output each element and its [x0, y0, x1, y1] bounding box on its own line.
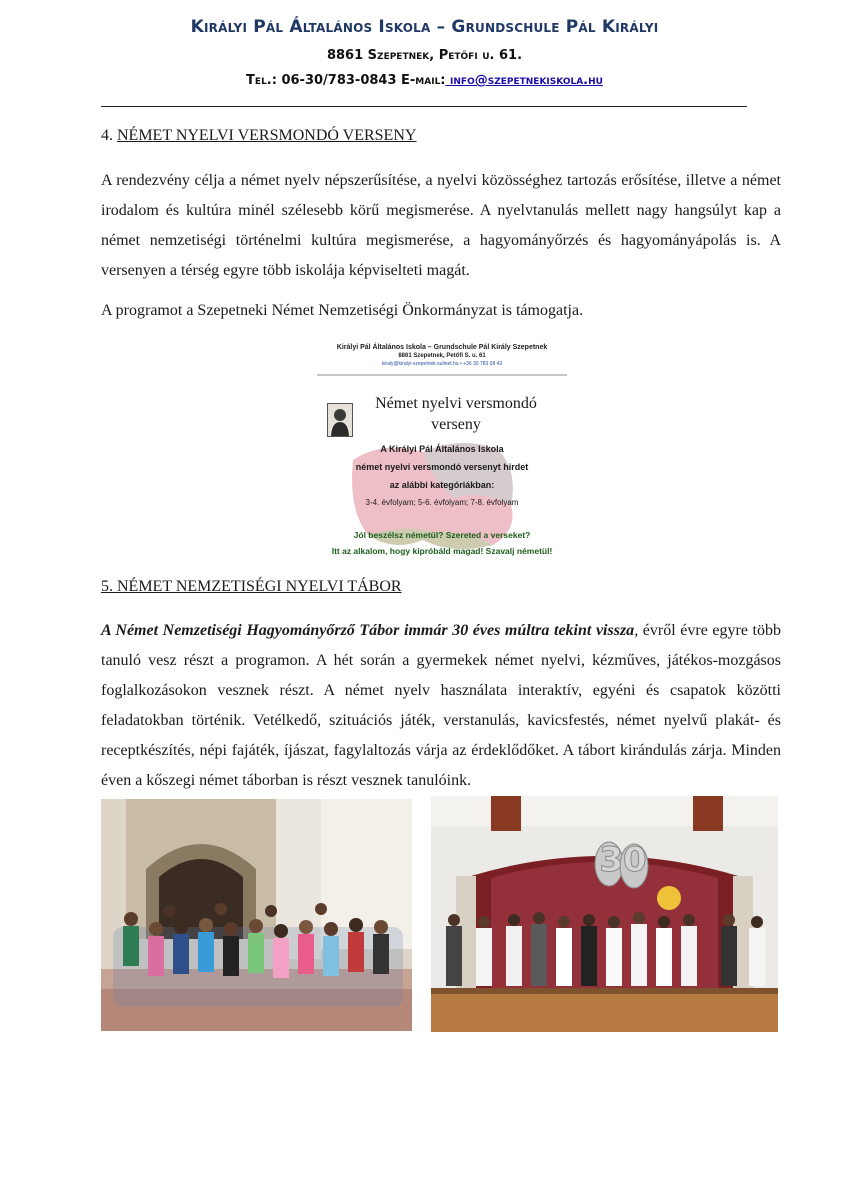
section5-paragraph: [101, 616, 781, 796]
section4-paragraph2: A programot a Szepetneki Német Nemzetiségi Önkormányzat is támogatja.: [101, 302, 584, 319]
competition-flyer: [313, 340, 571, 562]
flyer-header-address: 8861 Szepetnek, Petőfi S. u. 61: [398, 353, 486, 359]
flyer-header-contact: kiraly@kiralyi-szepetnek.sulinet.hu • +36 30 783 08 43: [381, 361, 503, 367]
flyer-categories: 3-4. évfolyam; 5-6. évfolyam; 7-8. évfolyam: [365, 498, 519, 507]
section4-paragraph1: A rendezvény célja a német nyelv népszerűsítése, a nyelvi közösséghez tartozás erősítése, illetve a német irodalom és kultúra minél szélesebb körű megismerése. A nyelvtanulás mellett nagy hangsúlyt kap a német nemzetiségi történelmi kultúra megismerése, a hagyományőrzés és hagyományápolás is. A versenyen a térség egyre több iskolája képviselteti magát.: [101, 172, 781, 279]
group-photo-church: [101, 799, 412, 1031]
section4-number: 4.: [101, 127, 113, 144]
group-photo-stage: [431, 796, 778, 1032]
section4-title: [101, 127, 416, 145]
section5-title-text: 5. NÉMET NEMZETISÉGI NYELVI TÁBOR: [101, 578, 402, 595]
flyer-line1: A Királyi Pál Általános Iskola: [380, 444, 504, 454]
flyer-title-line1: Német nyelvi versmondó: [375, 395, 537, 412]
balloon-30-text: 30: [599, 840, 647, 880]
school-address: 8861 Szepetnek, Petőfi u. 61.: [326, 48, 523, 63]
email-link[interactable]: info@szepetnekiskola.hu: [445, 73, 603, 88]
flyer-title-line2: verseny: [431, 416, 481, 433]
contact-line: [0, 73, 849, 88]
section5-lead: A Német Nemzetiségi Hagyományőrző Tábor immár 30 éves múltra tekint vissza: [101, 622, 635, 639]
email-label: E-mail:: [401, 73, 446, 88]
header-divider: [101, 106, 747, 107]
flyer-line2: német nyelvi versmondó versenyt hirdet: [355, 462, 529, 472]
school-name-heading: Királyi Pál Általános Iskola – Grundschule Pál Királyi: [190, 17, 659, 37]
flyer-header-school: Királyi Pál Általános Iskola – Grundschule Pál Király Szepetnek: [336, 344, 548, 351]
flyer-invite: Itt az alkalom, hogy kipróbáld magad! Szavalj németül!: [331, 546, 553, 556]
section5-body: , évről évre egyre több tanuló vesz részt a programon. A hét során a gyermekek német nyelvi, kézműves, játékos-mozgásos foglalkozásokon vesznek részt. A német nyelv használata interaktív, egyéni és csapatok közötti feladatokban történik. Vetélkedő, szituációs játék, verstanulás, kavicsfestés, német nyelvű plakát- és receptkészítés, népi fajáték, íjászat, fagylaltozás várja az érdeklődőket. A tábort kirándulás zárja. Minden éven a kőszegi német táborban is részt vesznek tanulóink.: [101, 622, 782, 789]
phone-text: Tel.: 06-30/783-0843: [246, 73, 397, 88]
flyer-question: Jól beszélsz németül? Szereted a verseket?: [353, 530, 531, 540]
section4-title-text: NÉMET NYELVI VERSMONDÓ VERSENY: [117, 127, 417, 144]
flyer-line3: az alábbi kategóriákban:: [389, 480, 495, 490]
section5-title: [101, 578, 402, 596]
